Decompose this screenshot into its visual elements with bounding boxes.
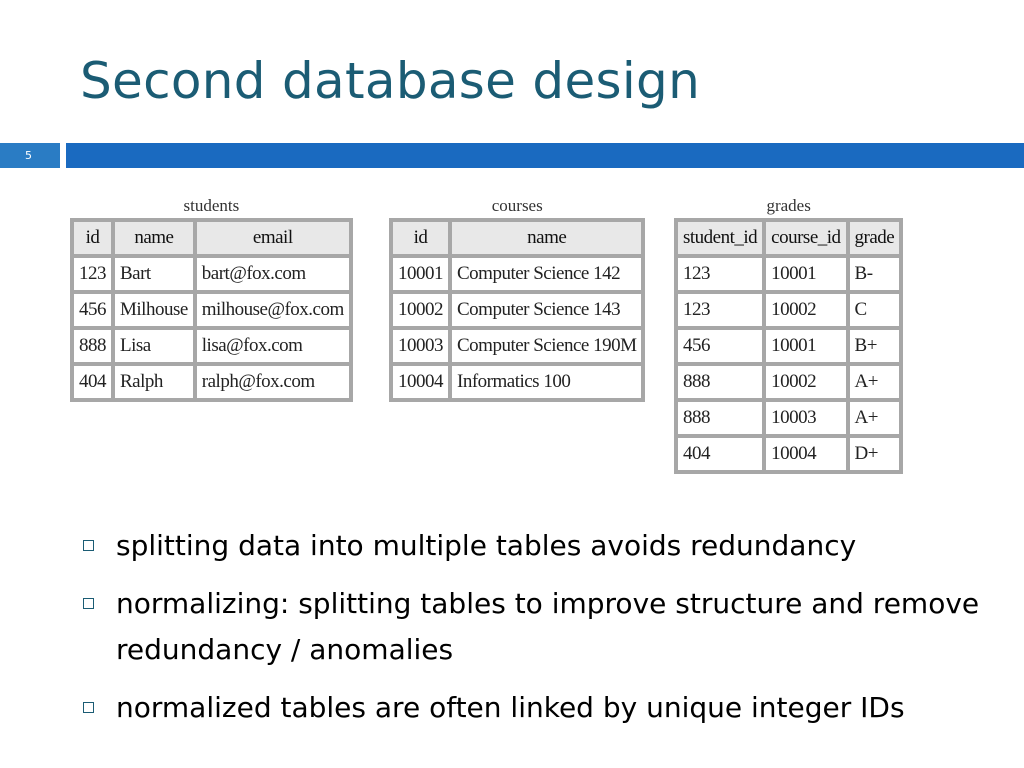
square-bullet-icon bbox=[83, 598, 94, 609]
grades-table bbox=[674, 196, 903, 474]
table-cell: B- bbox=[848, 256, 902, 292]
bullet-item bbox=[80, 581, 980, 673]
table-cell: lisa@fox.com bbox=[195, 328, 351, 364]
column-header: name bbox=[450, 220, 643, 256]
table-cell: 456 bbox=[676, 328, 764, 364]
bullet-text: normalized tables are often linked by unique integer IDs bbox=[116, 691, 905, 724]
table-row bbox=[391, 292, 643, 328]
table-cell: ralph@fox.com bbox=[195, 364, 351, 400]
table-cell: 10001 bbox=[764, 256, 847, 292]
bullet-text: splitting data into multiple tables avoids redundancy bbox=[116, 529, 857, 562]
bullet-text: normalizing: splitting tables to improve structure and remove redundancy / anomalies bbox=[116, 587, 980, 666]
table-cell: 888 bbox=[72, 328, 113, 364]
table-row bbox=[72, 364, 351, 400]
table-cell: A+ bbox=[848, 400, 902, 436]
table-cell: 404 bbox=[72, 364, 113, 400]
bullet-item bbox=[80, 523, 980, 569]
table-cell: 123 bbox=[72, 256, 113, 292]
slide-title: Second database design bbox=[80, 52, 701, 110]
table-cell: Bart bbox=[113, 256, 195, 292]
table-cell: 456 bbox=[72, 292, 113, 328]
table-row bbox=[676, 328, 901, 364]
title-divider-bar bbox=[66, 143, 1024, 168]
table-cell: Ralph bbox=[113, 364, 195, 400]
table-cell: 404 bbox=[676, 436, 764, 472]
table-row bbox=[676, 256, 901, 292]
table-row bbox=[391, 328, 643, 364]
table-cell: Computer Science 142 bbox=[450, 256, 643, 292]
table-caption: grades bbox=[766, 196, 811, 215]
table-cell: 10004 bbox=[391, 364, 450, 400]
column-header: email bbox=[195, 220, 351, 256]
table-row bbox=[676, 292, 901, 328]
table-row bbox=[676, 436, 901, 472]
table-cell: 10002 bbox=[764, 364, 847, 400]
slide-number: 5 bbox=[25, 149, 32, 162]
table-cell: 123 bbox=[676, 292, 764, 328]
table-cell: Informatics 100 bbox=[450, 364, 643, 400]
square-bullet-icon bbox=[83, 702, 94, 713]
table-cell: bart@fox.com bbox=[195, 256, 351, 292]
column-header: course_id bbox=[764, 220, 847, 256]
table-row bbox=[72, 256, 351, 292]
table-cell: B+ bbox=[848, 328, 902, 364]
table-cell: D+ bbox=[848, 436, 902, 472]
table-cell: 10001 bbox=[391, 256, 450, 292]
courses-table bbox=[389, 196, 645, 402]
table-caption: students bbox=[183, 196, 240, 215]
table-cell: 10002 bbox=[764, 292, 847, 328]
table-cell: 10001 bbox=[764, 328, 847, 364]
students-table bbox=[70, 196, 353, 402]
table-cell: Milhouse bbox=[113, 292, 195, 328]
column-header: student_id bbox=[676, 220, 764, 256]
table-cell: A+ bbox=[848, 364, 902, 400]
column-header: grade bbox=[848, 220, 902, 256]
table-cell: Computer Science 190M bbox=[450, 328, 643, 364]
table-cell: 10003 bbox=[391, 328, 450, 364]
table-row bbox=[391, 364, 643, 400]
bullet-item bbox=[80, 685, 980, 731]
table-cell: 10002 bbox=[391, 292, 450, 328]
table-cell: 888 bbox=[676, 364, 764, 400]
table-cell: 123 bbox=[676, 256, 764, 292]
column-header: name bbox=[113, 220, 195, 256]
square-bullet-icon bbox=[83, 540, 94, 551]
bullet-list bbox=[80, 523, 980, 743]
table-row bbox=[72, 292, 351, 328]
table-cell: Lisa bbox=[113, 328, 195, 364]
table-cell: 10004 bbox=[764, 436, 847, 472]
table-caption: courses bbox=[491, 196, 543, 215]
table-row bbox=[676, 364, 901, 400]
table-cell: Computer Science 143 bbox=[450, 292, 643, 328]
column-header: id bbox=[391, 220, 450, 256]
table-row bbox=[72, 328, 351, 364]
column-header: id bbox=[72, 220, 113, 256]
table-cell: 888 bbox=[676, 400, 764, 436]
table-cell: 10003 bbox=[764, 400, 847, 436]
table-cell: milhouse@fox.com bbox=[195, 292, 351, 328]
table-row bbox=[391, 256, 643, 292]
table-row bbox=[676, 400, 901, 436]
table-cell: C bbox=[848, 292, 902, 328]
